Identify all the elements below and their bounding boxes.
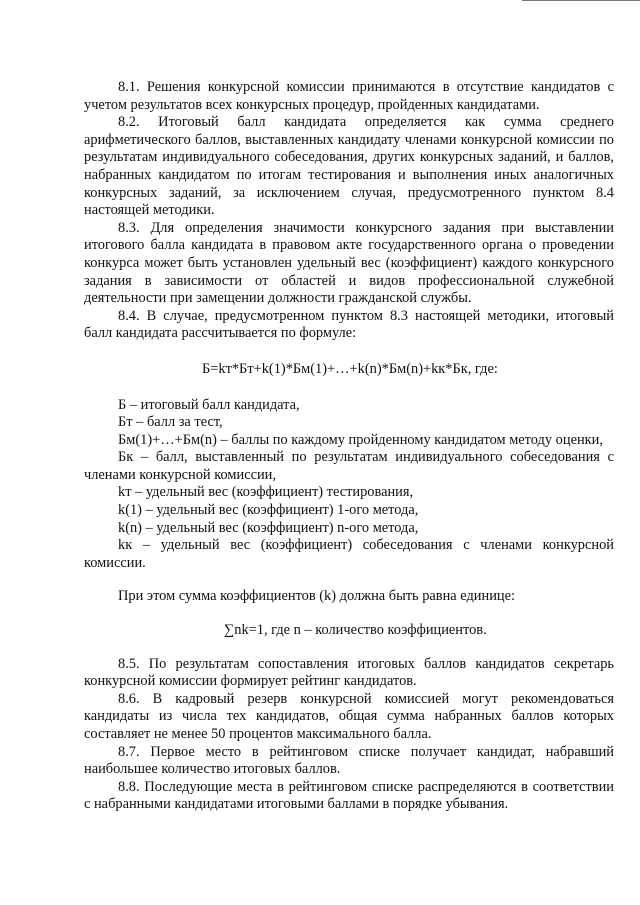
definition-bm: Бм(1)+…+Бм(n) – баллы по каждому пройденному кандидатом методу оценки,	[118, 431, 603, 448]
score-formula: Б=kт*Бт+k(1)*Бм(1)+…+k(n)*Бм(n)+kк*Бк, где:	[202, 360, 498, 377]
definition-kk: kк – удельный вес (коэффициент) собеседования с членами конкурсной комиссии.	[84, 537, 614, 571]
paragraph-8-3: 8.3. Для определения значимости конкурсного задания при выставлении итогового балла кандидата в правовом акте государственного органа о проведении конкурса может быть установлен удельный вес (коэффициент) каждого конкурсного задания в зависимости от областей и видов профессиональной служебной деятельности при замещении должности гражданской службы.	[84, 219, 614, 307]
definition-kn: k(n) – удельный вес (коэффициент) n-ого метода,	[118, 519, 419, 536]
definition-b: Б – итоговый балл кандидата,	[118, 396, 300, 413]
paragraph-8-2: 8.2. Итоговый балл кандидата определяется как сумма среднего арифметического баллов, выставленных кандидату членами конкурсной комиссии по результатам индивидуального собеседования, других конкурсных заданий, и баллов, набранных кандидатом по итогам тестирования и выполнения иных аналогичных конкурсных заданий, за исключением случая, предусмотренного пунктом 8.4 настоящей методики.	[84, 114, 614, 219]
paragraph-8-7: 8.7. Первое место в рейтинговом списке получает кандидат, набравший наибольшее количество итоговых баллов.	[84, 743, 614, 778]
paragraph-8-4: 8.4. В случае, предусмотренном пунктом 8.3 настоящей методики, итоговый балл кандидата рассчитывается по формуле:	[84, 307, 614, 342]
coefficient-sum-note: При этом сумма коэффициентов (k) должна быть равна единице:	[118, 588, 515, 605]
definition-k1: k(1) – удельный вес (коэффициент) 1-ого метода,	[118, 502, 419, 519]
definition-bt: Бт – балл за тест,	[118, 414, 223, 431]
document-body	[84, 79, 614, 814]
top-rule	[522, 0, 640, 1]
paragraph-8-6: 8.6. В кадровый резерв конкурсной комиссией могут рекомендоваться кандидаты из числа тех кандидатов, общая сумма набранных баллов которых составляет не менее 50 процентов максимального балла.	[84, 690, 614, 742]
paragraph-8-1: 8.1. Решения конкурсной комиссии принимаются в отсутствие кандидатов с учетом результатов всех конкурсных процедур, пройденных кандидатами.	[84, 79, 614, 113]
definition-kt: kт – удельный вес (коэффициент) тестирования,	[118, 484, 414, 501]
coefficient-sum-formula: ∑nk=1, где n – количество коэффициентов.	[224, 622, 487, 639]
paragraph-8-5: 8.5. По результатам сопоставления итоговых баллов кандидатов секретарь конкурсной комиссии формирует рейтинг кандидатов.	[84, 655, 614, 690]
definition-bk: Бк – балл, выставленный по результатам индивидуального собеседования с членами конкурсной комиссии,	[84, 449, 614, 483]
paragraph-8-8: 8.8. Последующие места в рейтинговом списке распределяются в соответствии с набранными кандидатами итоговыми баллами в порядке убывания.	[84, 778, 614, 813]
